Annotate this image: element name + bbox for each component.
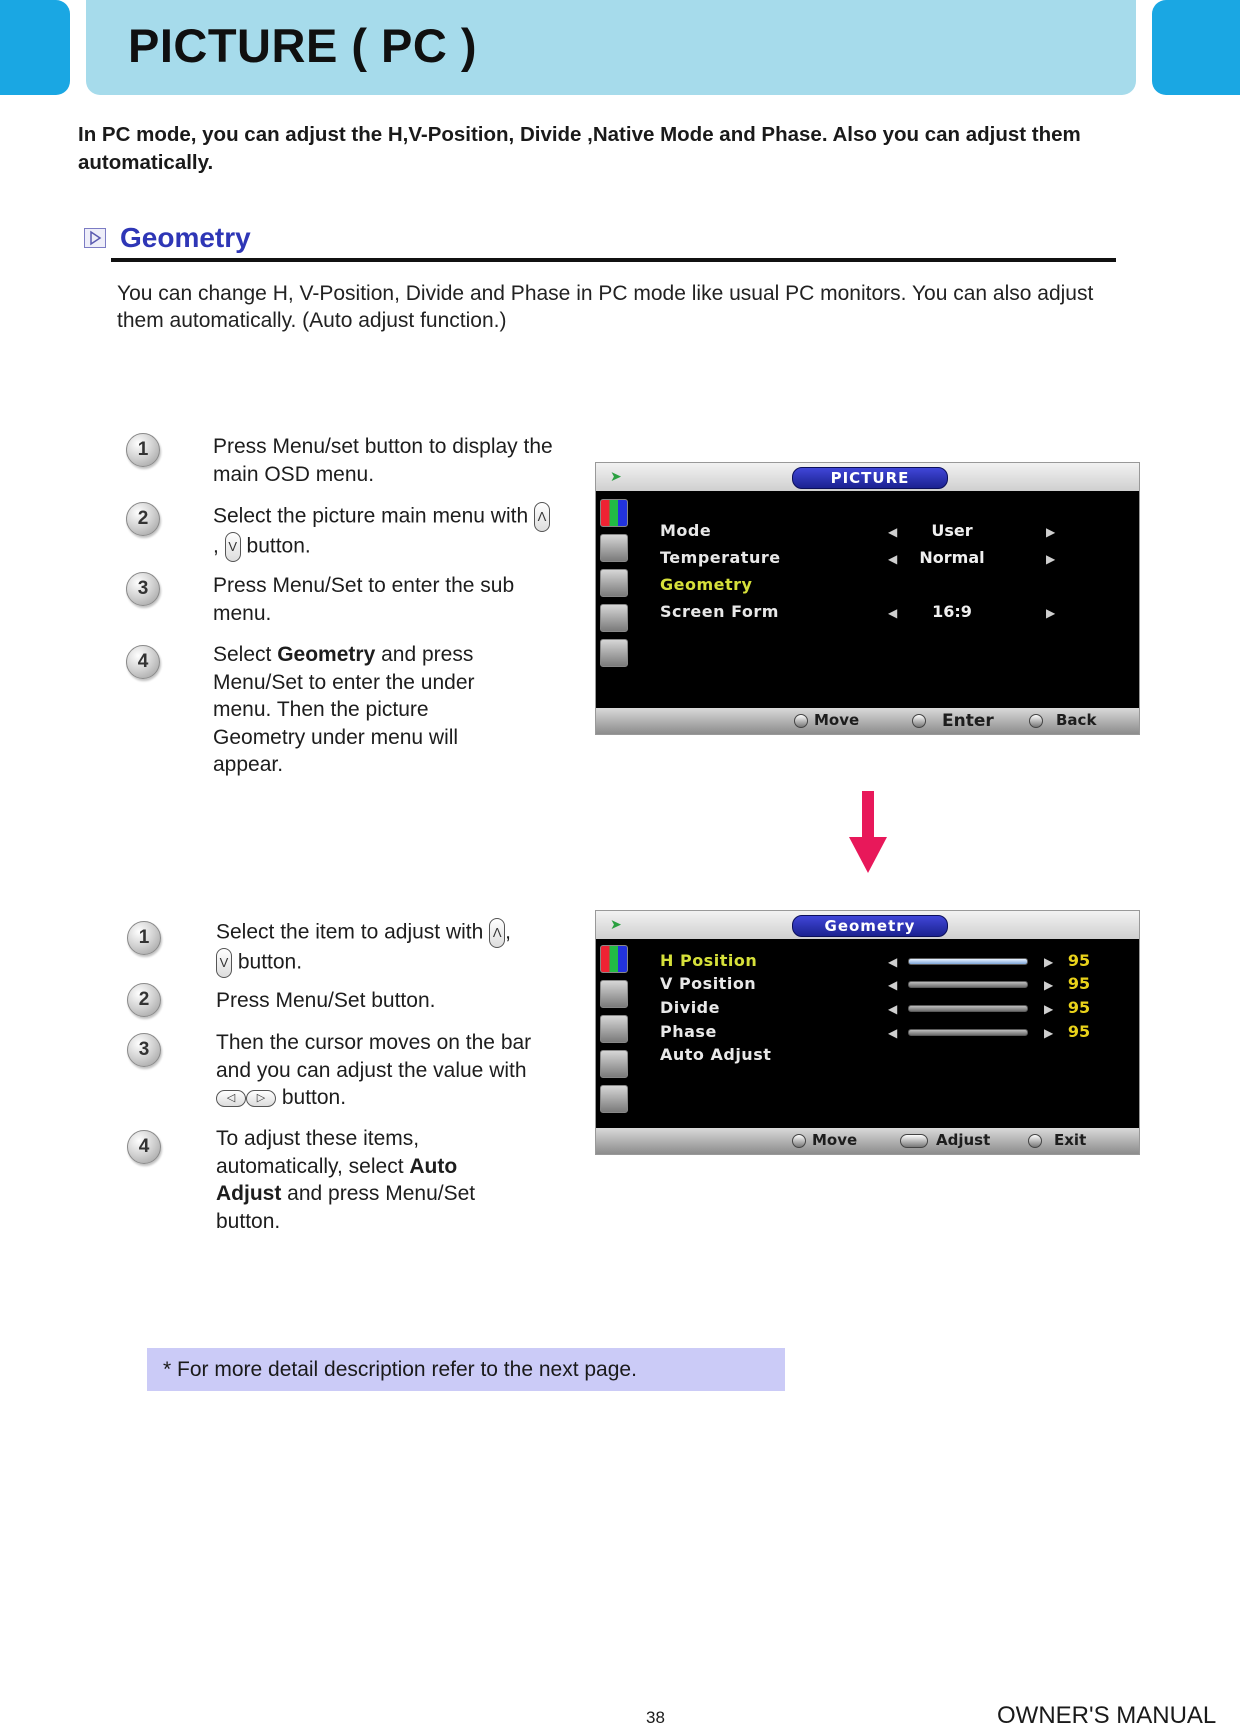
osd-footer — [596, 708, 1139, 734]
left-arrow-icon: ◀ — [888, 978, 898, 992]
right-arrow-icon: ▶ — [1044, 1002, 1054, 1016]
enter-icon — [912, 714, 926, 728]
note-box: * For more detail description refer to the next page. — [147, 1348, 785, 1391]
screen-icon — [600, 639, 628, 667]
comma: , — [213, 534, 219, 558]
exit-icon — [1028, 1134, 1042, 1148]
osd-footer-move: Move — [814, 711, 860, 729]
osd-row-label: Mode — [660, 521, 712, 540]
step-text-pre: Then the cursor moves on the bar and you can adjust the value with — [216, 1031, 532, 1082]
tools-icon — [600, 1015, 628, 1043]
step-text — [216, 1125, 516, 1235]
level-bar — [908, 958, 1028, 965]
section-description: You can change H, V-Position, Divide and Phase in PC mode like usual PC monitors. You can also adjust them automatically. (Auto adjust function.) — [117, 282, 1094, 332]
osd-row-value: 95 — [1067, 951, 1091, 970]
osd-row-label: Phase — [660, 1022, 717, 1041]
step-text — [213, 641, 513, 779]
step-text-bold: Geometry — [277, 643, 376, 666]
comma: , — [505, 920, 511, 944]
osd-row-label: Divide — [660, 998, 720, 1017]
down-button-icon: V — [225, 532, 241, 562]
osd-footer-back: Back — [1056, 711, 1097, 729]
osd-sidebar — [600, 945, 630, 1120]
osd-row-label: Auto Adjust — [660, 1045, 772, 1064]
step-text-post: button. — [237, 950, 303, 974]
step-text-post: button. — [246, 534, 311, 558]
osd-row-label: Screen Form — [660, 602, 779, 621]
osd-footer — [596, 1128, 1139, 1154]
section-title: Geometry — [120, 222, 251, 253]
picture-icon — [600, 499, 628, 527]
step-number-badge: 3 — [127, 1033, 161, 1067]
osd-title-bar — [596, 463, 1139, 491]
step-text — [216, 1029, 536, 1112]
level-bar — [908, 981, 1028, 988]
osd-row-value: 95 — [1067, 1022, 1091, 1041]
tools-icon — [600, 569, 628, 597]
left-arrow-icon: ◀ — [888, 955, 898, 969]
osd-title: Geometry — [792, 915, 948, 937]
level-bar — [908, 1029, 1028, 1036]
header-right-tab — [1152, 0, 1240, 95]
header-left-tab — [0, 0, 70, 95]
step-number-badge: 1 — [126, 433, 160, 467]
picture-icon — [600, 945, 628, 973]
osd-row-value: Normal — [919, 548, 985, 567]
level-bar — [908, 1005, 1028, 1012]
down-arrow-icon — [849, 791, 887, 878]
sound-icon — [600, 534, 628, 562]
footer-label: OWNER'S MANUAL — [997, 1702, 1217, 1729]
step-text-pre: Select the picture main menu with — [213, 504, 529, 528]
step-text-bold: Auto Adjust — [216, 1154, 458, 1205]
osd-footer-exit: Exit — [1054, 1131, 1087, 1149]
step-text — [216, 918, 516, 978]
right-arrow-icon: ▶ — [1044, 955, 1054, 969]
right-arrow-icon: ▶ — [1044, 978, 1054, 992]
up-button-icon: Λ — [489, 918, 505, 948]
osd-title-bar — [596, 911, 1139, 939]
arrow-icon: ➤ — [610, 917, 622, 933]
back-icon — [1029, 714, 1043, 728]
left-arrow-icon: ◀ — [888, 1002, 898, 1016]
page-title: PICTURE ( PC ) — [128, 19, 478, 72]
osd-footer-move: Move — [812, 1131, 858, 1149]
clock-icon — [600, 604, 628, 632]
osd-row-value: 95 — [1067, 998, 1091, 1017]
step-text-post: and press Menu/Set button. — [216, 1182, 476, 1233]
play-triangle-icon — [84, 228, 106, 248]
osd-geometry-menu — [595, 910, 1140, 1155]
left-button-icon: ◁ — [216, 1090, 246, 1107]
left-arrow-icon: ◀ — [888, 552, 898, 566]
right-arrow-icon: ▶ — [1046, 525, 1056, 539]
left-right-icon — [900, 1134, 928, 1148]
move-icon — [792, 1134, 806, 1148]
step-text-pre: To adjust these items, automatically, select — [216, 1127, 420, 1178]
clock-icon — [600, 1050, 628, 1078]
step-number-badge: 4 — [126, 645, 160, 679]
right-arrow-icon: ▶ — [1046, 552, 1056, 566]
step-text-pre: Select the item to adjust with — [216, 920, 484, 944]
step-number-badge: 2 — [127, 983, 161, 1017]
sound-icon — [600, 980, 628, 1008]
osd-row-label-selected: Geometry — [660, 575, 753, 594]
osd-picture-menu — [595, 462, 1140, 735]
osd-row-value: 16:9 — [932, 602, 972, 621]
section-divider — [111, 258, 1116, 262]
osd-row-label: V Position — [660, 974, 757, 993]
step-text-post: button. — [281, 1086, 347, 1109]
osd-row-label: Temperature — [660, 548, 781, 567]
step-text: Press Menu/set button to display the main OSD menu. — [213, 435, 553, 486]
arrow-icon: ➤ — [610, 469, 622, 485]
screen-icon — [600, 1085, 628, 1113]
left-arrow-icon: ◀ — [888, 1026, 898, 1040]
step-number-badge: 2 — [126, 502, 160, 536]
osd-sidebar — [600, 499, 630, 674]
step-number-badge: 4 — [127, 1130, 161, 1164]
right-arrow-icon: ▶ — [1046, 606, 1056, 620]
step-text-post: and press Menu/Set to enter the under menu. Then the picture Geometry under menu will appear. — [213, 643, 475, 776]
right-arrow-icon: ▶ — [1044, 1026, 1054, 1040]
osd-row-label-selected: H Position — [660, 951, 758, 970]
step-text-pre: Select — [213, 643, 272, 666]
step-text: Press Menu/Set to enter the sub menu. — [213, 574, 515, 625]
osd-title: PICTURE — [792, 467, 948, 489]
right-button-icon: ▷ — [246, 1090, 276, 1107]
move-icon — [794, 714, 808, 728]
intro-text: In PC mode, you can adjust the H,V-Position, Divide ,Native Mode and Phase. Also you can adjust them automatically. — [78, 123, 1081, 174]
osd-row-value: User — [931, 521, 973, 540]
osd-footer-adjust: Adjust — [936, 1131, 991, 1149]
step-text: Press Menu/Set button. — [216, 989, 436, 1012]
left-arrow-icon: ◀ — [888, 525, 898, 539]
up-button-icon: Λ — [534, 502, 550, 532]
left-arrow-icon: ◀ — [888, 606, 898, 620]
step-number-badge: 3 — [126, 572, 160, 606]
osd-footer-enter: Enter — [942, 711, 994, 731]
page-number: 38 — [646, 1708, 665, 1727]
step-number-badge: 1 — [127, 921, 161, 955]
step-text — [213, 502, 553, 562]
down-button-icon: V — [216, 948, 232, 978]
osd-row-value: 95 — [1067, 974, 1091, 993]
